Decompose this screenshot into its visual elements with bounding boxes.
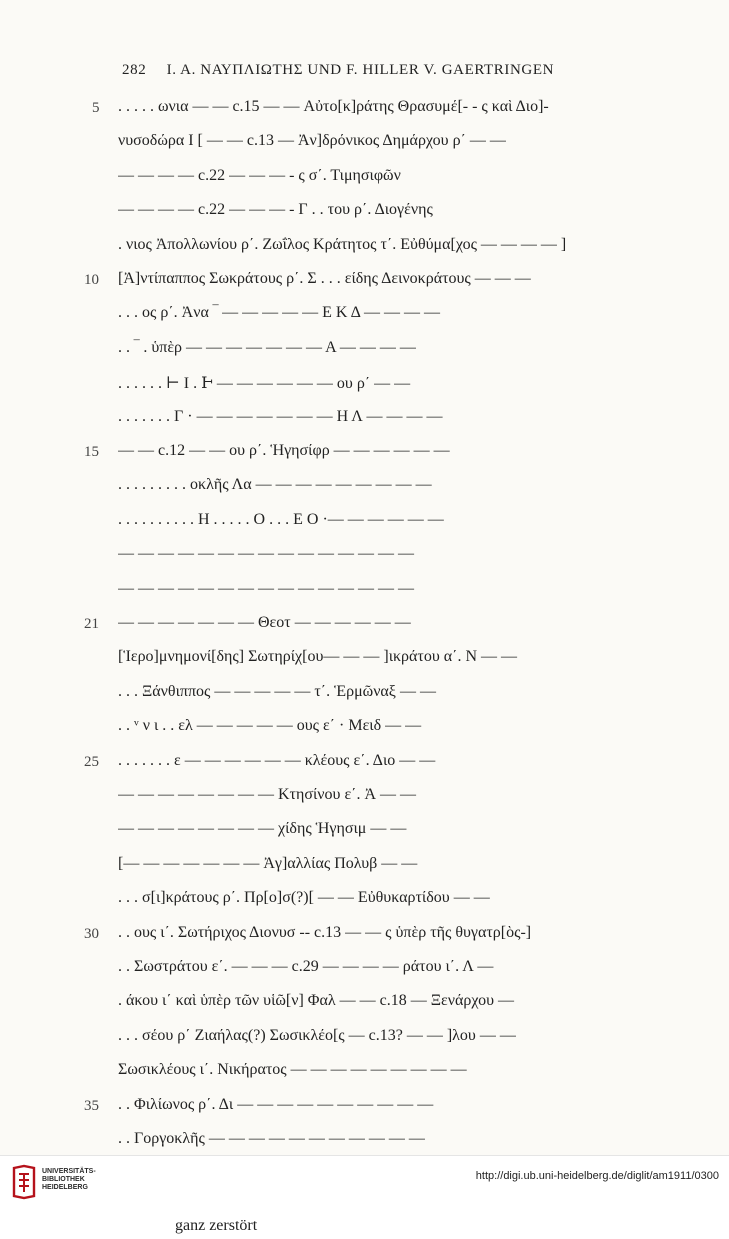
library-name-line: BIBLIOTHEK <box>42 1176 85 1183</box>
page-number: 282 <box>122 62 147 78</box>
line-number: 21 <box>84 616 99 632</box>
text-line: ganz zerstört <box>175 1216 258 1234</box>
text-line: . . ᵛ ν ι . . ελ — — — — — ους ε΄ · Μειδ — — <box>118 717 422 735</box>
text-line: . . . . . . . Γ · — — — — — — — Η Λ — — — — <box>118 407 443 425</box>
text-line: — — c.12 — — ου ρ΄. Ἡγησίφρ — — — — — — <box>118 442 450 459</box>
text-line: — — — — — — — — χίδης Ἡγησιμ — — <box>118 820 407 838</box>
running-title: I. A. ΝΑΥΠΛΙΩΤΗΣ UND F. HILLER V. GAERTRINGEN <box>166 62 555 78</box>
text-line: . . . . . . ⊢ Ι . Ͱ — — — — — — ου ρ΄ — — <box>118 375 411 393</box>
text-line: . . . . . ωνια — — c.15 — — Αὐτο[κ]ράτης Θρασυμέ[- - ς καὶ Διο]- <box>118 98 549 115</box>
text-line: . . . Ξάνθιππος — — — — — τ΄. Ἑρμῶναξ — — <box>118 682 436 700</box>
text-line: . . . . . . . . . . Η . . . . . Ο . . . Ε Ο ·— — — — — — <box>118 510 444 528</box>
library-name-line: HEIDELBERG <box>42 1184 88 1191</box>
library-name-line: UNIVERSITÄTS- <box>42 1168 96 1175</box>
text-line: [Ἀ]ντίπαππος Σωκράτους ρ΄. Σ . . . είδης Δεινοκράτους — — — <box>118 270 531 287</box>
text-line: . . . σέου ρ΄ Ζιαήλας(?) Σωσικλέο[ς — c.13? — — ]λου — — <box>118 1026 516 1044</box>
footer-bar <box>0 1155 729 1208</box>
text-line: Σωσικλέους ι΄. Νικήρατος — — — — — — — — — <box>118 1061 467 1079</box>
text-line: — — — — — — — Θεοτ — — — — — — <box>118 614 411 631</box>
text-line: . . Φιλίωνος ρ΄. Δι — — — — — — — — — — <box>118 1095 434 1113</box>
text-line: . . ‾ . ὑπὲρ — — — — — — — Α — — — — <box>118 338 416 356</box>
line-number: 15 <box>84 444 99 460</box>
text-line: — — — — c.22 — — — - ς σ΄. Τιμησιφῶν <box>118 166 401 184</box>
university-library-logo-icon[interactable] <box>10 1164 38 1200</box>
line-number: 10 <box>84 272 99 288</box>
text-line: — — — — — — — — — — — — — — — <box>118 579 414 597</box>
text-line: — — — — — — — — — — — — — — — <box>118 545 414 563</box>
text-line: . άκου ι΄ καὶ ὑπὲρ τῶν υἱῶ[ν] Φαλ — — c.18 — Ξενάρχου — <box>118 992 515 1010</box>
line-number: 35 <box>84 1097 99 1114</box>
page-header <box>122 62 622 79</box>
line-number: 30 <box>84 925 99 942</box>
text-line: — — — — — — — — Κτησίνου ε΄. Ἀ — — <box>118 786 417 803</box>
text-line: [Ἱερο]μνημονί[δης] Σωτηρίχ[ου— — — ]ικράτου α΄. Ν — — <box>118 648 518 666</box>
text-line: . . . . . . . . . οκλῆς Λα — — — — — — — — — <box>118 476 432 494</box>
text-line: [— — — — — — — Ἀγ]αλλίας Πολυβ — — <box>118 854 418 872</box>
source-url-link[interactable]: http://digi.ub.uni-heidelberg.de/diglit/am1911/0300 <box>475 1170 719 1182</box>
library-name <box>42 1168 96 1192</box>
text-line: — — — — c.22 — — — - Γ . . του ρ΄. Διογένης <box>118 201 433 219</box>
line-number: 5 <box>92 100 100 116</box>
text-line: . νιος Ἀπολλωνίου ρ΄. Ζωΐλος Κράτητος τ΄. Εὐθύμα[χος — — — — ] <box>118 235 567 253</box>
line-number: 25 <box>84 753 99 770</box>
text-line: νυσοδώρα Ι [ — — c.13 — Ἀν]δρόνικος Δημάρχου ρ΄ — — <box>118 132 506 150</box>
text-line: . . Σωστράτου ε΄. — — — c.29 — — — — ράτου ι΄. Λ — <box>118 958 494 975</box>
text-line: . . . ος ρ΄. Ἀνα ‾ — — — — — Ε Κ Δ — — — — <box>118 304 440 322</box>
text-line: . . . σ[ι]κράτους ρ΄. Πρ[ο]σ(?)[ — — Εὐθυκαρτίδου — — <box>118 889 490 907</box>
text-line: . . Γοργοκλῆς — — — — — — — — — — — <box>118 1130 425 1147</box>
text-line: . . . . . . . ε — — — — — — κλέους ε΄. Διο — — <box>118 751 436 769</box>
text-line: . . ους ι΄. Σωτήριχος Διονυσ -- c.13 — — ς ὑπὲρ τῆς θυγατρ[ὸς-] <box>118 923 532 941</box>
